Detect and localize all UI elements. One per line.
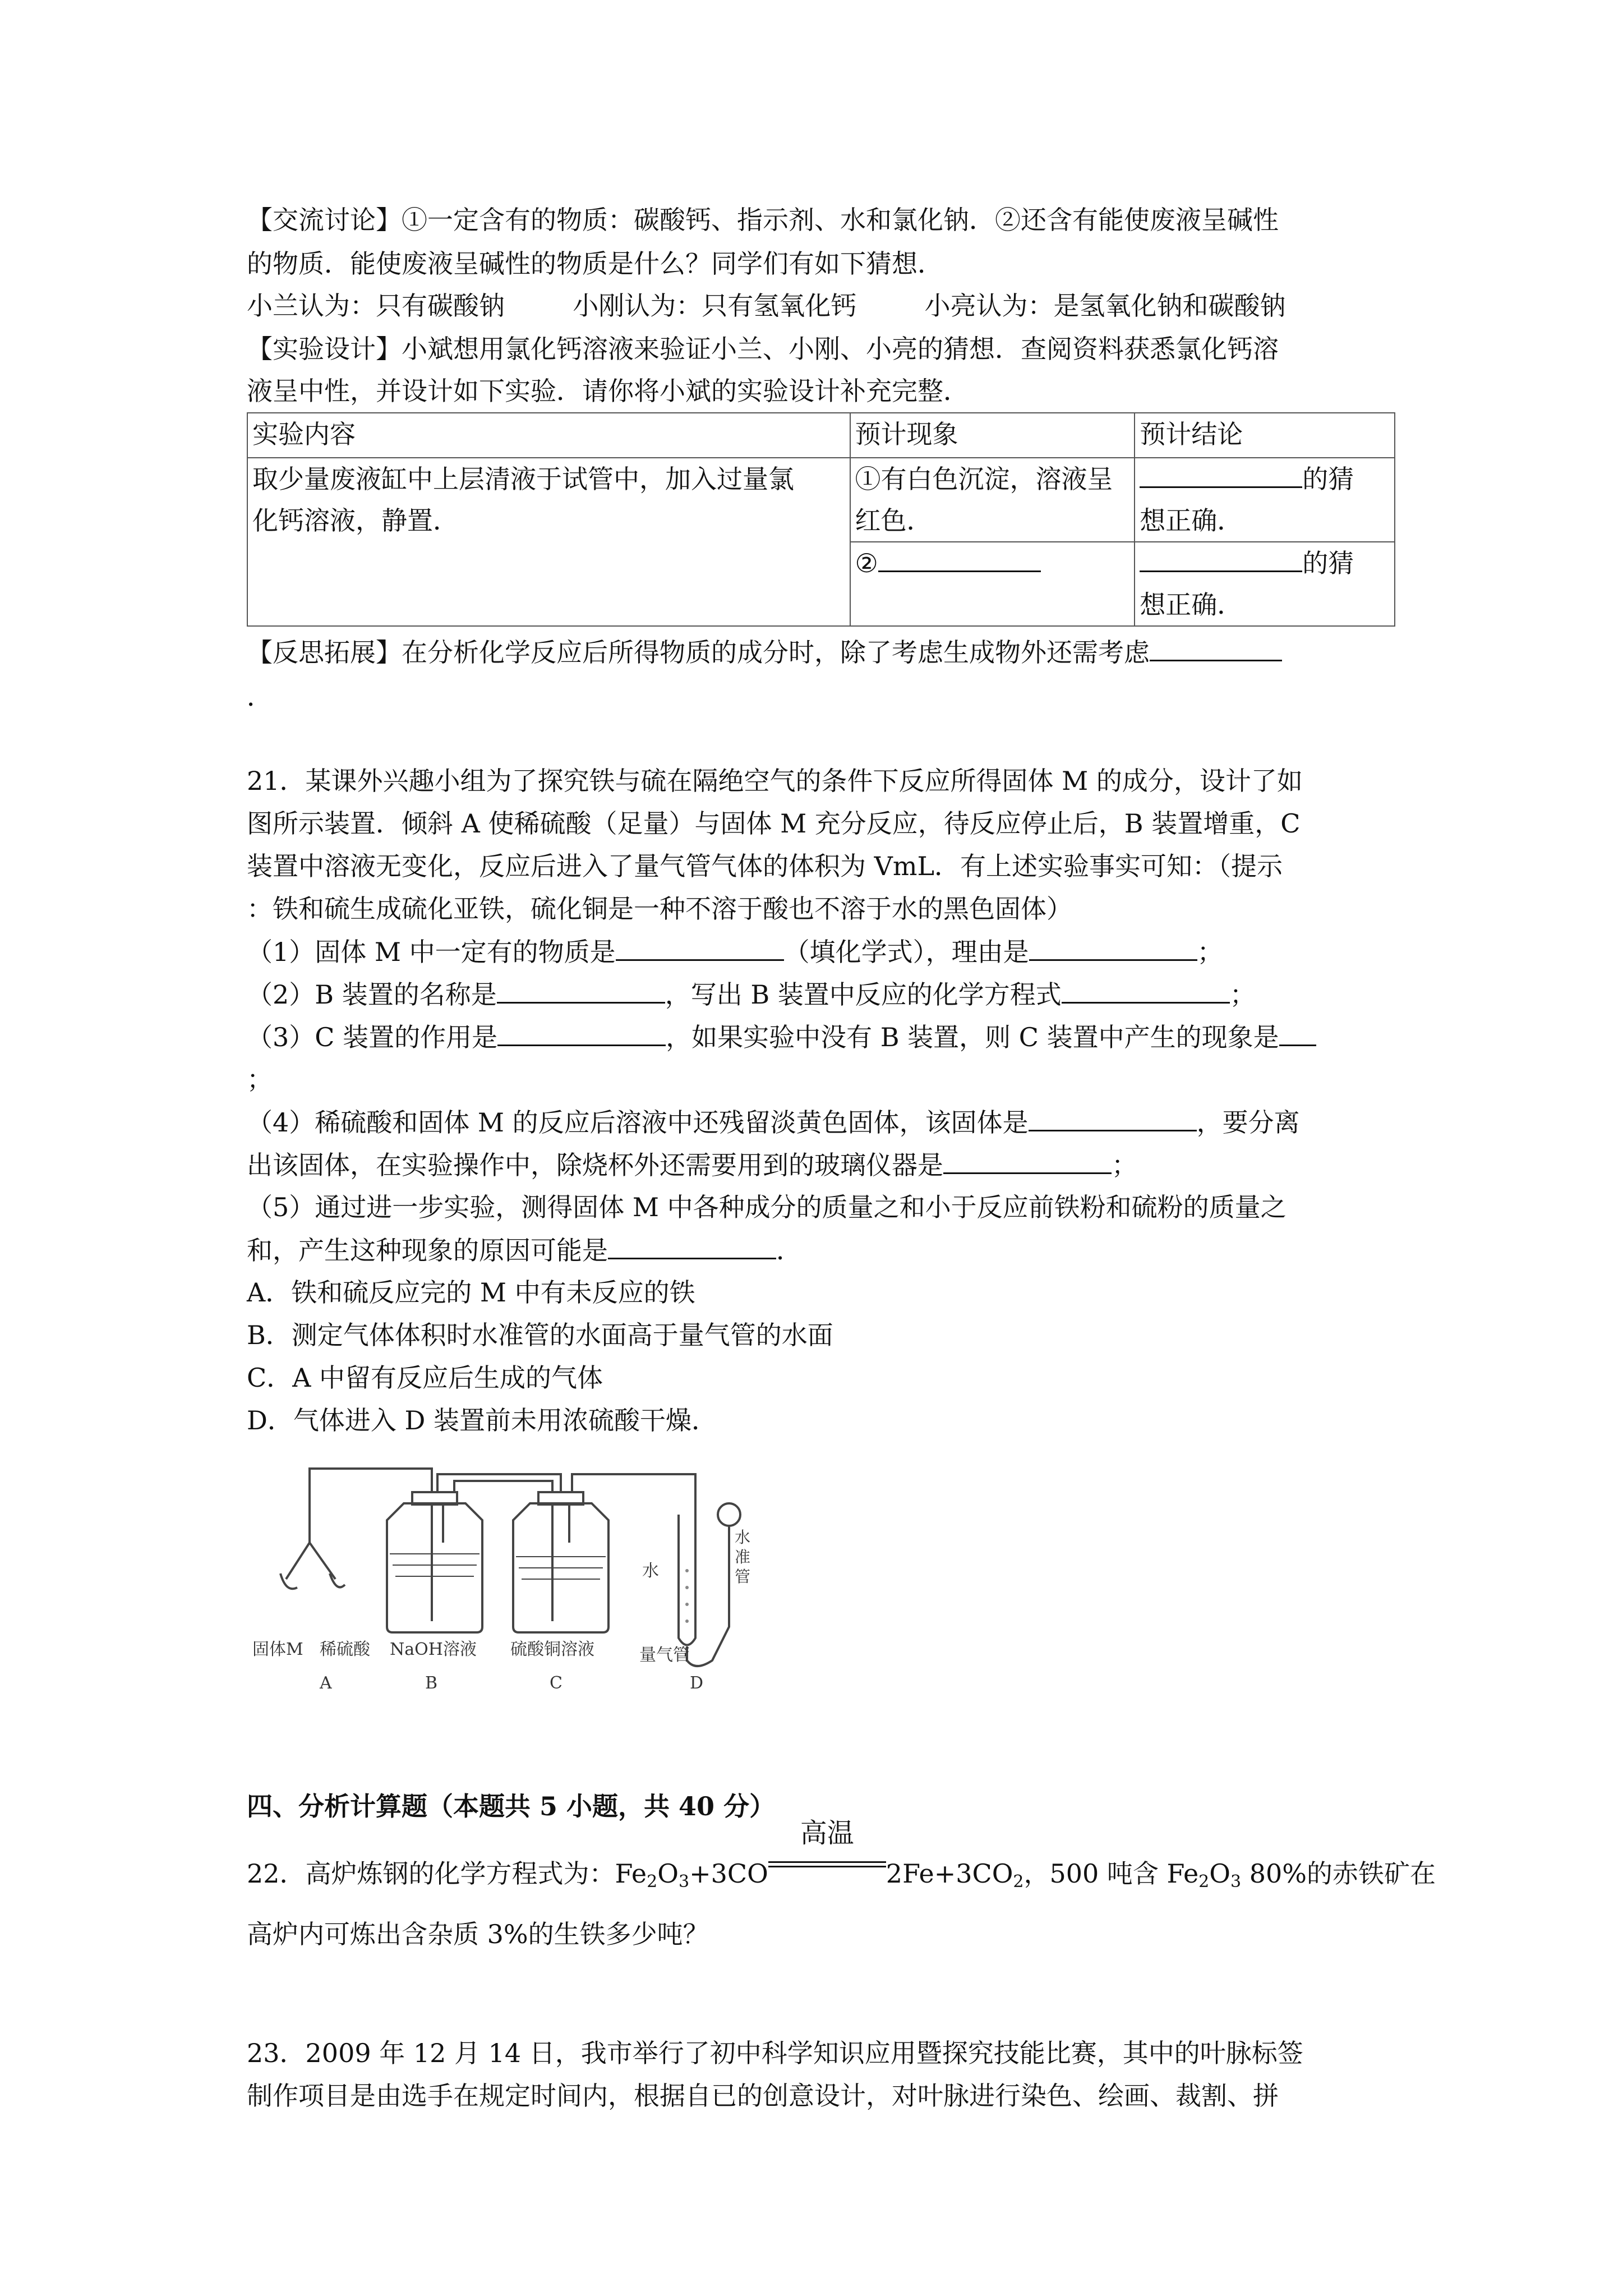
label-level-tube-1: 水: [735, 1528, 751, 1547]
q21-part-1: [247, 935, 1223, 969]
q22-products: 2Fe+3CO: [886, 1858, 1013, 1889]
q22-line-2: 高炉内可炼出含杂质 3%的生铁多少吨？: [247, 1919, 709, 1949]
q22-plus-co: +3CO: [689, 1858, 768, 1889]
apparatus-diagram: [247, 1458, 751, 1694]
label-c: C: [550, 1673, 562, 1693]
bottle-b: [387, 1503, 482, 1632]
section-4-title: 四、分析计算题（本题共 5 小题，共 40 分）: [247, 1791, 776, 1821]
q21-p2-end: ；: [1229, 979, 1256, 1010]
header-phenomenon: 预计现象: [850, 413, 1135, 458]
q21-p4-text-2: ，要分离: [1196, 1107, 1300, 1138]
q21-line-3: 装置中溶液无变化，反应后进入了量气管气体的体积为 VmL．有上述实验事实可知：（提示: [247, 851, 1283, 881]
q21-p5-text: 和，产生这种现象的原因可能是: [247, 1235, 608, 1266]
q21-p5-end: ．: [776, 1235, 802, 1266]
phenomenon-1-cell: [850, 458, 1135, 542]
conclusion-1-cell: [1135, 458, 1395, 542]
q21-part-2: [247, 977, 1256, 1011]
phenomenon-1-line-2: 红色．: [855, 505, 933, 536]
q22-rest-1: ，500 吨含 Fe: [1023, 1858, 1199, 1889]
phenomenon-2-label: ②: [855, 548, 878, 578]
answer-blank[interactable]: [1029, 935, 1197, 961]
conclusion-2-line-2: 想正确．: [1140, 590, 1243, 620]
connecting-tube: [310, 1469, 432, 1503]
label-level-tube-2: 准: [735, 1548, 751, 1566]
label-gas-burette: 量气管: [639, 1645, 690, 1665]
q21-p4-text-3: 出该固体，在实验操作中，除烧杯外还需要用到的玻璃仪器是: [247, 1150, 943, 1180]
phenomenon-1-line-1: ①有白色沉淀，溶液呈: [855, 464, 1113, 494]
answer-blank[interactable]: [943, 1148, 1112, 1174]
sub-2b: 2: [1013, 1872, 1024, 1892]
equation-arrow: [768, 1818, 886, 1883]
answer-blank[interactable]: [1140, 462, 1302, 488]
design-line-2: 液呈中性，并设计如下实验．请你将小斌的实验设计补充完整．: [247, 376, 969, 406]
label-water: 水: [642, 1561, 659, 1581]
guess-xiaoliang: 小亮认为：是氢氧化钠和碳酸钠: [924, 291, 1286, 321]
header-content: 实验内容: [247, 413, 850, 458]
conclusion-2-cell: [1135, 542, 1395, 626]
answer-blank[interactable]: [1062, 977, 1230, 1004]
q21-part-3-end: ；: [247, 1064, 273, 1094]
table-header-row: [247, 413, 1395, 458]
label-a: A: [320, 1673, 332, 1693]
design-line-1: 【实验设计】小斌想用氯化钙溶液来验证小兰、小刚、小亮的猜想．查阅资料获悉氯化钙溶: [247, 334, 1279, 364]
header-conclusion: 预计结论: [1135, 413, 1395, 458]
content-line-2: 化钙溶液，静置．: [252, 505, 459, 536]
q21-line-1: 21．某课外兴趣小组为了探究铁与硫在隔绝空气的条件下反应所得固体 M 的成分，设计了如: [247, 766, 1303, 796]
q21-part-4: [247, 1105, 1300, 1139]
conclusion-suffix: 的猜: [1302, 548, 1354, 578]
q21-part-4b: [247, 1148, 1137, 1182]
q21-line-4: ：铁和硫生成硫化亚铁，硫化铜是一种不溶于酸也不溶于水的黑色固体）: [247, 894, 1072, 924]
discussion-line-2: 的物质．能使废液呈碱性的物质是什么？同学们有如下猜想．: [247, 249, 943, 279]
leveling-bulb: [718, 1503, 740, 1526]
q21-p1-text-2: （填化学式），理由是: [783, 937, 1029, 967]
sub-2c: 2: [1198, 1872, 1210, 1892]
reflection-text: 【反思拓展】在分析化学反应后所得物质的成分时，除了考虑生成物外还需考虑: [247, 637, 1150, 668]
phenomenon-2-cell: [850, 542, 1135, 626]
q22-o3: O: [657, 1858, 679, 1889]
label-cuso4: 硫酸铜溶液: [510, 1640, 594, 1659]
answer-blank[interactable]: [1029, 1105, 1197, 1131]
experiment-content-cell: [247, 458, 850, 626]
sub-3: 3: [678, 1872, 690, 1892]
q22-o3b: O: [1209, 1858, 1230, 1889]
conclusion-1-line-2: 想正确．: [1140, 505, 1243, 536]
answer-blank[interactable]: [1279, 1020, 1316, 1046]
q21-p3-text-2: ，如果实验中没有 B 装置，则 C 装置中产生的现象是: [666, 1022, 1279, 1052]
q21-part-5: （5）通过进一步实验，测得固体 M 中各种成分的质量之和小于反应前铁粉和硫粉的质量之: [247, 1192, 1287, 1222]
q21-p3-text: （3）C 装置的作用是: [247, 1022, 498, 1052]
q21-p4-text: （4）稀硫酸和固体 M 的反应后溶液中还残留淡黄色固体，该固体是: [247, 1107, 1029, 1138]
q21-line-2: 图所示装置．倾斜 A 使稀硫酸（足量）与固体 M 充分反应，待反应停止后，B 装置增重，C: [247, 808, 1301, 839]
label-acid: 稀硫酸: [320, 1640, 370, 1659]
answer-blank[interactable]: [608, 1233, 776, 1259]
q21-option-a: A．铁和硫反应完的 M 中有未反应的铁: [247, 1277, 695, 1308]
label-d: D: [690, 1673, 704, 1693]
sub-3b: 3: [1230, 1872, 1242, 1892]
answer-blank[interactable]: [497, 1020, 666, 1046]
answer-blank[interactable]: [497, 977, 665, 1004]
conclusion-suffix: 的猜: [1302, 464, 1354, 494]
q21-option-d: D．气体进入 D 装置前未用浓硫酸干燥．: [247, 1405, 718, 1435]
table-row: [247, 458, 1395, 542]
q21-option-b: B．测定气体体积时水准管的水面高于量气管的水面: [247, 1320, 833, 1350]
q23-line-2: 制作项目是由选手在规定时间内，根据自已的创意设计，对叶脉进行染色、绘画、裁割、拼: [247, 2081, 1279, 2111]
gas-burette: [679, 1515, 695, 1645]
guesses-line: [247, 289, 1286, 323]
experiment-table: [247, 412, 1395, 627]
label-b: B: [425, 1673, 438, 1693]
answer-blank[interactable]: [1150, 635, 1282, 661]
reflection-line-1: [247, 635, 1282, 669]
label-solid-m: 固体M: [252, 1640, 303, 1659]
q21-part-3: [247, 1020, 1316, 1054]
q21-p1-text: （1）固体 M 中一定有的物质是: [247, 937, 616, 967]
label-naoh: NaOH溶液: [390, 1640, 477, 1659]
q22-line-1: [247, 1818, 1436, 1899]
q23-line-1: 23．2009 年 12 月 14 日，我市举行了初中科学知识应用暨探究技能比赛，其中的叶脉标签: [247, 2038, 1303, 2068]
q21-part-5b: [247, 1233, 802, 1267]
q21-p2-text: （2）B 装置的名称是: [247, 979, 497, 1010]
q21-p4-end: ；: [1112, 1150, 1137, 1180]
q21-p2-text-2: ，写出 B 装置中反应的化学方程式: [665, 979, 1062, 1010]
guess-xiaolan: 小兰认为：只有碳酸钠: [247, 291, 505, 321]
condition-high-temp: 高温: [800, 1818, 854, 1849]
answer-blank[interactable]: [1140, 546, 1302, 572]
label-level-tube-3: 管: [735, 1567, 751, 1586]
q21-option-c: C．A 中留有反应后生成的气体: [247, 1363, 603, 1393]
answer-blank[interactable]: [616, 935, 784, 961]
guess-xiaogang: 小刚认为：只有氢氧化钙: [573, 291, 857, 321]
sub-2: 2: [647, 1872, 658, 1892]
q22-prefix: 22．高炉炼钢的化学方程式为：Fe: [247, 1858, 647, 1889]
q22-rest-2: 80%的赤铁矿在: [1241, 1858, 1436, 1889]
discussion-line-1: 【交流讨论】①一定含有的物质：碳酸钙、指示剂、水和氯化钠．②还含有能使废液呈碱性: [247, 205, 1279, 235]
content-line-1: 取少量废液缸中上层清液于试管中，加入过量氯: [252, 464, 794, 494]
reflection-line-2: ．: [247, 682, 273, 712]
q21-p1-end: ；: [1197, 937, 1223, 967]
y-tube-a: [286, 1503, 335, 1579]
answer-blank[interactable]: [878, 546, 1041, 572]
